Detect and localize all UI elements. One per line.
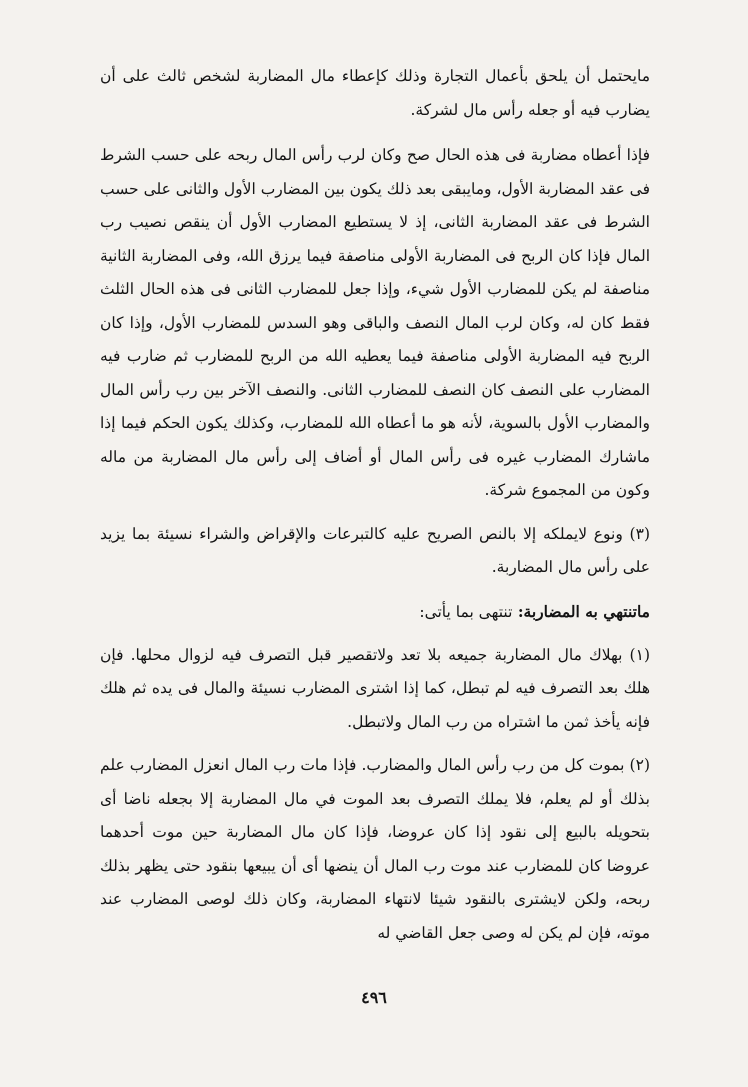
section-heading — [100, 595, 650, 629]
section-heading-rest: تنتهى بما يأتى: — [419, 602, 513, 621]
section-heading-title: ماتنتهي به المضاربة: — [517, 601, 650, 621]
list-item-1: (١) بهلاك مال المضاربة جميعه بلا تعد ولاتقصير قبل التصرف فيه لزوال محلها. فإن هلك بعد التصرف فيه لم تبطل، كما إذا اشترى المضارب نسيئة والمال فى يده ثم هلك فإنه يأخذ ثمن ما اشتراه من رب المال ولاتبطل. — [100, 645, 650, 731]
list-item-2: (٢) بموت كل من رب رأس المال والمضارب. فإذا مات رب المال انعزل المضارب علم بذلك أو لم يعلم، فلا يملك التصرف بعد الموت في مال المضاربة إلا بجعله ناضا أى بتحويله بالبيع إلى نقود إذا كان عروضا، فإذا كان مال المضاربة حين موت أحدهما عروضا كان للمضارب عند موت رب المال أن ينضها أى أن يبيعها بنقود حتى يظهر بذلك ربحه، ولكن لايشترى بالنقود شيئا لانتهاء المضاربة، وكان ذلك لوصى المضارب عند موته، فإن لم يكن له وصى جعل القاضي له — [100, 756, 650, 942]
paragraph-1: مايحتمل أن يلحق بأعمال التجارة وذلك كإعطاء مال المضاربة لشخص ثالث على أن يضارب فيه أو جعله رأس مال لشركة. — [100, 67, 650, 119]
paragraph-3: (٣) ونوع لايملكه إلا بالنص الصريح عليه كالتبرعات والإقراض والشراء نسيئة بما يزيد على رأس مال المضاربة. — [100, 524, 650, 576]
page-number: ٤٩٦ — [361, 988, 387, 1007]
paragraph-2: فإذا أعطاه مضاربة فى هذه الحال صح وكان لرب رأس المال ربحه على حسب الشرط فى عقد المضاربة الأول، ومايبقى بعد ذلك يكون بين المضارب الأول والثانى على حسب الشرط فى عقد المضاربة الثانى، إذ لا يستطيع المضارب الأول أن ينقص نصيب رب المال فإذا كان الربح فى المضاربة الأولى مناصفة فيما يرزق الله، وفى المضاربة الثانية مناصفة لم يكن للمضارب الأول شيء، وإذا جعل للمضارب الثانى فى هذه الحال الثلث فقط كان له، وكان لرب المال النصف والباقى وهو السدس للمضارب الأول، وإذا كان الربح فيه المضاربة الأولى مناصفة فيما يعطيه الله من الربح للمضارب ثم ضارب فيه المضارب على النصف كان النصف للمضارب الثانى. والنصف الآخر بين رب رأس المال والمضارب الأول بالسوية، لأنه هو ما أعطاه الله للمضارب، وكذلك يكون الحكم فيما إذا ماشارك المضارب غيره فى رأس المال أو أضاف إلى رأس مال المضاربة من ماله وكون من المجموع شركة. — [100, 146, 650, 499]
